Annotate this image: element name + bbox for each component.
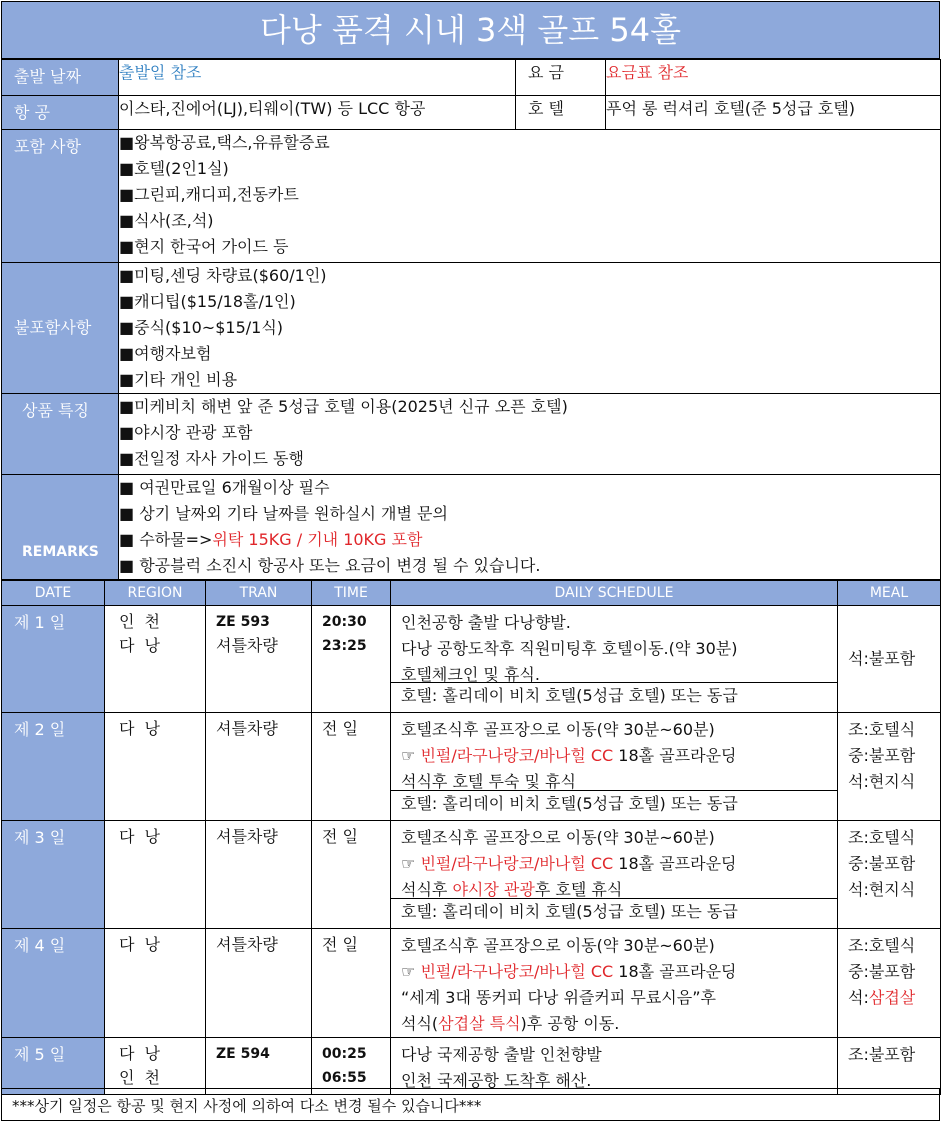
meal-line: 중:불포함 [848, 854, 916, 873]
schedule-lines [391, 821, 837, 898]
schedule-line [401, 1011, 831, 1037]
header-daily-schedule: DAILY SCHEDULE [391, 581, 838, 606]
airline-label: 항 공 [2, 96, 119, 130]
time-cell [312, 1038, 391, 1095]
arrive-time: 23:25 [322, 638, 367, 654]
meal-line: 조:불포함 [848, 1045, 916, 1064]
schedule-line: “세계 3대 똥커피 다낭 위즐커피 무료시음”후 [401, 988, 716, 1007]
remarks-list [119, 475, 941, 580]
schedule-line: 인천공항 출발 다낭향발. [401, 613, 571, 632]
meal-cell [838, 821, 941, 929]
schedule-text: 석식후 [401, 880, 453, 899]
region-cell [105, 1038, 206, 1095]
schedule-line: 호텔조식후 골프장으로 이동(약 30분~60분) [401, 936, 715, 955]
excluded-list [119, 263, 941, 394]
pointing-hand-icon: ☞ [401, 746, 421, 765]
header-meal: MEAL [838, 581, 941, 606]
schedule-lines [391, 1038, 837, 1094]
excluded-label: 불포함사항 [2, 263, 119, 394]
golf-rounding-text: 18홀 골프라운딩 [613, 746, 737, 765]
meal-line: 조:호텔식 [848, 828, 916, 847]
pointing-hand-icon: ☞ [401, 962, 421, 981]
daily-schedule-cell [391, 821, 838, 929]
footer-note: ***상기 일정은 항공 및 현지 사정에 의하여 다소 변경 될수 있습니다*** [1, 1088, 940, 1121]
special-meal: 삼겹살 특식 [438, 1014, 521, 1033]
shuttle-text: 셔틀차량 [216, 636, 278, 655]
transport-cell: 셔틀차량 [206, 821, 312, 929]
features-list [119, 394, 941, 475]
time-cell: 전 일 [312, 929, 391, 1038]
schedule-lines [391, 606, 837, 682]
schedule-line: 호텔조식후 골프장으로 이동(약 30분~60분) [401, 720, 715, 739]
remark-item: ■ 상기 날짜외 기타 날짜를 원하실시 개별 문의 [119, 504, 448, 523]
included-item: ■그린피,캐디피,전동카트 [119, 185, 299, 204]
region-from: 인천 [119, 612, 170, 631]
hotel-line: 호텔: 홀리데이 비치 호텔(5성급 호텔) 또는 동급 [391, 682, 837, 709]
region-to: 인천 [119, 1068, 170, 1087]
excluded-item: ■미팅,센딩 차량료($60/1인) [119, 266, 327, 285]
day-row-3 [2, 821, 941, 929]
daily-schedule-cell [391, 606, 838, 713]
night-market-tour: 야시장 관광 [452, 880, 535, 899]
region-cell: 다낭 [105, 929, 206, 1038]
header-region: REGION [105, 581, 206, 606]
schedule-lines [391, 929, 837, 1037]
transport-cell: 셔틀차량 [206, 929, 312, 1038]
golf-rounding-text: 18홀 골프라운딩 [613, 854, 737, 873]
flight-code: ZE 594 [216, 1046, 270, 1062]
transport-cell [206, 1038, 312, 1095]
region-cell [105, 606, 206, 713]
meal-cell [838, 929, 941, 1038]
schedule-lines [391, 713, 837, 790]
schedule-text: 석식( [401, 1014, 439, 1033]
meal-line: 조:호텔식 [848, 936, 916, 955]
schedule-line [401, 851, 831, 877]
day-row-1 [2, 606, 941, 713]
meal-prefix: 석: [848, 988, 869, 1007]
meal-line: 중:불포함 [848, 962, 916, 981]
schedule-line: 석식후 호텔 투숙 및 휴식 [401, 772, 576, 791]
schedule-line [401, 959, 831, 985]
feature-item: ■야시장 관광 포함 [119, 423, 253, 442]
meal-cell [838, 606, 941, 713]
golf-rounding-text: 18홀 골프라운딩 [613, 962, 737, 981]
region-from: 다낭 [119, 1044, 170, 1063]
day-label: 제 1 일 [2, 606, 105, 713]
transport-cell [206, 606, 312, 713]
header-time: TIME [312, 581, 391, 606]
daily-schedule-cell [391, 713, 838, 821]
features-label: 상품 특징 [2, 394, 119, 475]
hotel-value: 푸억 롱 럭셔리 호텔(준 5성급 호텔) [606, 96, 941, 130]
included-item: ■호텔(2인1실) [119, 159, 229, 178]
remark-item: ■ 항공블럭 소진시 항공사 또는 요금이 변경 될 수 있습니다. [119, 556, 541, 575]
departure-value: 출발일 참조 [119, 60, 516, 96]
included-item: ■왕복항공료,택스,유류할증료 [119, 133, 330, 152]
region-to: 다낭 [119, 636, 170, 655]
time-cell: 전 일 [312, 713, 391, 821]
arrive-time: 06:55 [322, 1070, 367, 1086]
header-tran: TRAN [206, 581, 312, 606]
remarks-label: REMARKS [2, 475, 119, 580]
meal-line: 석:현지식 [848, 880, 916, 899]
included-item: ■식사(조,석) [119, 211, 214, 230]
schedule-header-row [2, 581, 941, 606]
info-table [1, 59, 941, 580]
included-item: ■현지 한국어 가이드 등 [119, 237, 289, 256]
schedule-line: 다낭 공항도착후 직원미팅후 호텔이동.(약 30분) [401, 639, 738, 658]
page-title: 다낭 품격 시내 3색 골프 54홀 [1, 1, 940, 59]
schedule-line: 다낭 국제공항 출발 인천향발 [401, 1045, 602, 1064]
meal-line: 조:호텔식 [848, 720, 916, 739]
schedule-line: 호텔체크인 및 휴식. [401, 665, 540, 684]
remark-prefix: ■ 수하물=> [119, 530, 213, 549]
day-label: 제 4 일 [2, 929, 105, 1038]
schedule-line: 호텔조식후 골프장으로 이동(약 30분~60분) [401, 828, 715, 847]
region-cell: 다낭 [105, 821, 206, 929]
meal-line: 석:불포함 [848, 649, 916, 668]
depart-time: 20:30 [322, 614, 367, 630]
day-label: 제 3 일 [2, 821, 105, 929]
day-label: 제 2 일 [2, 713, 105, 821]
included-list [119, 130, 941, 263]
schedule-text: )후 공항 이동. [520, 1014, 620, 1033]
flight-code: ZE 593 [216, 614, 270, 630]
golf-course-names: 빈펄/라구나랑코/바나힐 CC [420, 746, 614, 765]
meal-special: 삼겹살 [868, 988, 916, 1007]
excluded-item: ■캐디팁($15/18홀/1인) [119, 292, 296, 311]
fee-label: 요 금 [516, 60, 606, 96]
remark-item: ■ 여권만료일 6개월이상 필수 [119, 478, 330, 497]
time-cell [312, 606, 391, 713]
hotel-line: 호텔: 홀리데이 비치 호텔(5성급 호텔) 또는 동급 [391, 898, 837, 925]
time-cell: 전 일 [312, 821, 391, 929]
depart-time: 00:25 [322, 1046, 367, 1062]
meal-cell [838, 1038, 941, 1095]
schedule-line: 인천 국제공항 도착후 해산. [401, 1071, 592, 1090]
remark-item [119, 527, 940, 553]
pointing-hand-icon: ☞ [401, 854, 421, 873]
header-date: DATE [2, 581, 105, 606]
day-label: 제 5 일 [2, 1038, 105, 1095]
transport-cell: 셔틀차량 [206, 713, 312, 821]
schedule-text: 후 호텔 휴식 [534, 880, 623, 899]
schedule-table [1, 580, 941, 1095]
schedule-line [401, 743, 831, 769]
excluded-item: ■기타 개인 비용 [119, 370, 238, 389]
fee-value: 요금표 참조 [606, 60, 941, 96]
daily-schedule-cell [391, 929, 838, 1038]
airline-value: 이스타,진에어(LJ),티웨이(TW) 등 LCC 항공 [119, 96, 516, 130]
feature-item: ■전일정 자사 가이드 동행 [119, 449, 304, 468]
golf-course-names: 빈펄/라구나랑코/바나힐 CC [420, 962, 614, 981]
departure-label: 출발 날짜 [2, 60, 119, 96]
hotel-line: 호텔: 홀리데이 비치 호텔(5성급 호텔) 또는 동급 [391, 790, 837, 817]
day-row-5 [2, 1038, 941, 1095]
excluded-item: ■여행자보험 [119, 344, 212, 363]
meal-line [848, 985, 940, 1011]
golf-course-names: 빈펄/라구나랑코/바나힐 CC [420, 854, 614, 873]
excluded-item: ■중식($10~$15/1식) [119, 318, 284, 337]
day-row-4 [2, 929, 941, 1038]
meal-line: 석:현지식 [848, 772, 916, 791]
meal-cell [838, 713, 941, 821]
day-row-2 [2, 713, 941, 821]
baggage-allowance: 위탁 15KG / 기내 10KG 포함 [212, 530, 423, 549]
hotel-label: 호 텔 [516, 96, 606, 130]
included-label: 포함 사항 [2, 130, 119, 263]
meal-line: 중:불포함 [848, 746, 916, 765]
daily-schedule-cell [391, 1038, 838, 1095]
region-cell: 다낭 [105, 713, 206, 821]
feature-item: ■미케비치 해변 앞 준 5성급 호텔 이용(2025년 신규 오픈 호텔) [119, 397, 568, 416]
